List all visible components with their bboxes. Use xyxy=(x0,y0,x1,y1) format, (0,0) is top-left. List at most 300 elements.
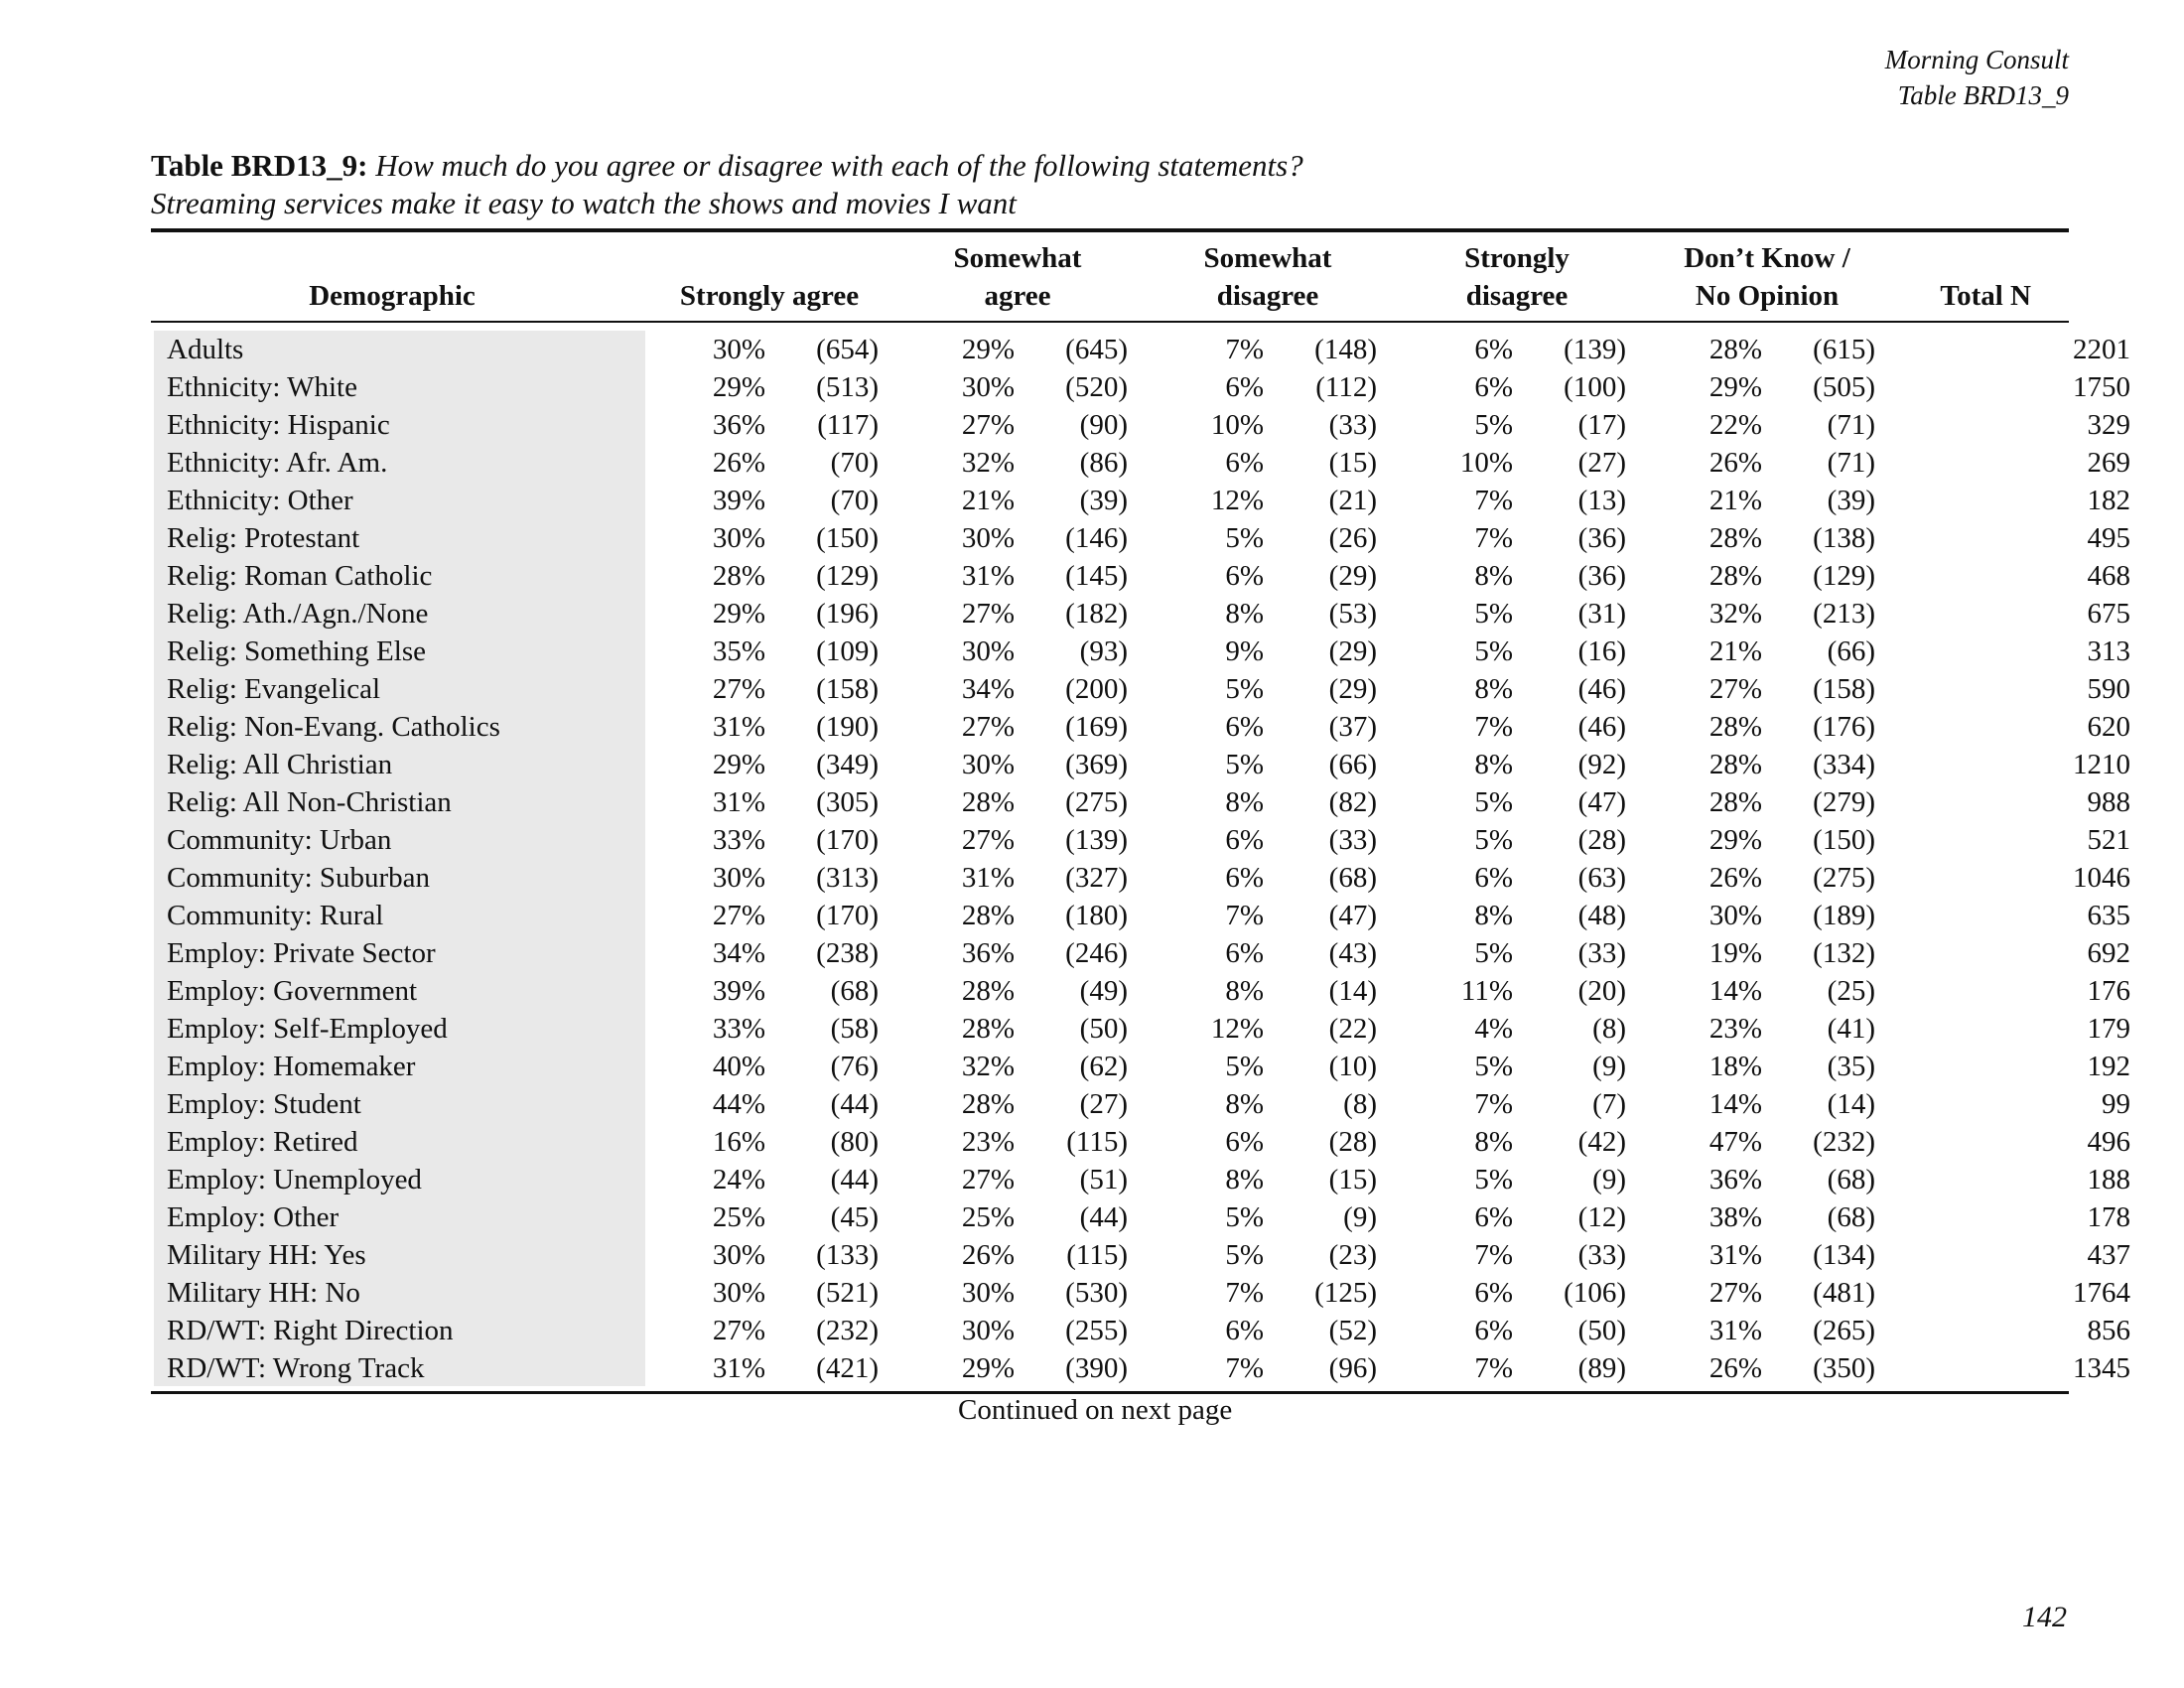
percent-cell: 28% xyxy=(1708,786,1762,818)
count-cell: (29) xyxy=(1328,673,1377,705)
col-somewhat-disagree-line2: disagree xyxy=(1216,280,1319,312)
percent-cell: 23% xyxy=(961,1126,1015,1158)
row-label: Community: Urban xyxy=(167,824,392,856)
percent-cell: 31% xyxy=(712,1352,765,1384)
count-cell: (14) xyxy=(1328,975,1377,1007)
count-cell: (150) xyxy=(1813,824,1875,856)
percent-cell: 27% xyxy=(961,711,1015,743)
count-cell: (530) xyxy=(1065,1277,1128,1309)
percent-cell: 6% xyxy=(1225,824,1264,856)
count-cell: (305) xyxy=(816,786,879,818)
table-row xyxy=(151,783,2168,821)
percent-cell: 34% xyxy=(712,937,765,969)
percent-cell: 30% xyxy=(712,334,765,365)
percent-cell: 14% xyxy=(1708,975,1762,1007)
total-cell: 178 xyxy=(2087,1201,2130,1233)
count-cell: (9) xyxy=(1343,1201,1377,1233)
count-cell: (158) xyxy=(816,673,879,705)
row-label: Community: Suburban xyxy=(167,862,431,894)
percent-cell: 38% xyxy=(1708,1201,1762,1233)
count-cell: (275) xyxy=(1813,862,1875,894)
count-cell: (169) xyxy=(1065,711,1128,743)
table-row xyxy=(151,859,2168,897)
row-label: Relig: Protestant xyxy=(167,522,360,554)
percent-cell: 5% xyxy=(1225,522,1264,554)
total-cell: 176 xyxy=(2087,975,2130,1007)
table-row xyxy=(151,670,2168,708)
count-cell: (42) xyxy=(1577,1126,1626,1158)
count-cell: (90) xyxy=(1079,409,1128,441)
col-strongly-agree: Strongly agree xyxy=(679,280,860,312)
count-cell: (129) xyxy=(1813,560,1875,592)
col-strongly-disagree-line2: disagree xyxy=(1465,280,1569,312)
count-cell: (520) xyxy=(1065,371,1128,403)
count-cell: (15) xyxy=(1328,447,1377,479)
count-cell: (46) xyxy=(1577,711,1626,743)
percent-cell: 5% xyxy=(1474,786,1513,818)
row-label: Relig: Non-Evang. Catholics xyxy=(167,711,500,743)
percent-cell: 7% xyxy=(1474,711,1513,743)
count-cell: (21) xyxy=(1328,485,1377,516)
percent-cell: 5% xyxy=(1225,673,1264,705)
count-cell: (28) xyxy=(1328,1126,1377,1158)
percent-cell: 6% xyxy=(1474,371,1513,403)
percent-cell: 36% xyxy=(712,409,765,441)
percent-cell: 4% xyxy=(1474,1013,1513,1045)
percent-cell: 26% xyxy=(961,1239,1015,1271)
table-row xyxy=(151,821,2168,859)
count-cell: (180) xyxy=(1065,900,1128,931)
percent-cell: 8% xyxy=(1225,786,1264,818)
row-label: Military HH: No xyxy=(167,1277,360,1309)
percent-cell: 8% xyxy=(1225,1164,1264,1196)
count-cell: (43) xyxy=(1328,937,1377,969)
count-cell: (390) xyxy=(1065,1352,1128,1384)
percent-cell: 5% xyxy=(1474,1051,1513,1082)
percent-cell: 8% xyxy=(1225,1088,1264,1120)
count-cell: (112) xyxy=(1315,371,1377,403)
count-cell: (421) xyxy=(816,1352,879,1384)
percent-cell: 5% xyxy=(1225,1239,1264,1271)
count-cell: (49) xyxy=(1079,975,1128,1007)
total-cell: 2201 xyxy=(2073,334,2130,365)
percent-cell: 5% xyxy=(1474,409,1513,441)
count-cell: (33) xyxy=(1577,937,1626,969)
percent-cell: 28% xyxy=(1708,522,1762,554)
percent-cell: 28% xyxy=(961,1013,1015,1045)
col-dont-know-line1: Don’t Know / xyxy=(1684,242,1850,274)
percent-cell: 26% xyxy=(1708,447,1762,479)
percent-cell: 28% xyxy=(961,786,1015,818)
percent-cell: 30% xyxy=(712,522,765,554)
table-row xyxy=(151,1161,2168,1198)
count-cell: (521) xyxy=(816,1277,879,1309)
count-cell: (25) xyxy=(1827,975,1875,1007)
percent-cell: 5% xyxy=(1474,1164,1513,1196)
percent-cell: 29% xyxy=(712,371,765,403)
count-cell: (139) xyxy=(1564,334,1626,365)
table-row xyxy=(151,934,2168,972)
total-cell: 192 xyxy=(2087,1051,2130,1082)
continued-note: Continued on next page xyxy=(958,1394,1233,1426)
percent-cell: 22% xyxy=(1708,409,1762,441)
total-cell: 188 xyxy=(2087,1164,2130,1196)
row-label: Adults xyxy=(167,334,244,365)
count-cell: (150) xyxy=(816,522,879,554)
percent-cell: 30% xyxy=(712,862,765,894)
table-row xyxy=(151,368,2168,406)
count-cell: (29) xyxy=(1328,635,1377,667)
row-label: Employ: Government xyxy=(167,975,418,1007)
count-cell: (334) xyxy=(1813,749,1875,780)
top-rule xyxy=(151,228,2069,232)
table-row xyxy=(151,1010,2168,1048)
count-cell: (20) xyxy=(1577,975,1626,1007)
total-cell: 1345 xyxy=(2073,1352,2130,1384)
count-cell: (44) xyxy=(830,1088,879,1120)
percent-cell: 28% xyxy=(961,975,1015,1007)
row-label: Ethnicity: Afr. Am. xyxy=(167,447,388,479)
count-cell: (41) xyxy=(1827,1013,1875,1045)
percent-cell: 6% xyxy=(1474,1315,1513,1346)
count-cell: (238) xyxy=(816,937,879,969)
percent-cell: 27% xyxy=(961,598,1015,630)
count-cell: (158) xyxy=(1813,673,1875,705)
percent-cell: 12% xyxy=(1210,485,1264,516)
percent-cell: 32% xyxy=(961,447,1015,479)
count-cell: (513) xyxy=(816,371,879,403)
count-cell: (68) xyxy=(1328,862,1377,894)
percent-cell: 7% xyxy=(1474,522,1513,554)
count-cell: (92) xyxy=(1577,749,1626,780)
table-row xyxy=(151,595,2168,633)
count-cell: (109) xyxy=(816,635,879,667)
percent-cell: 21% xyxy=(1708,635,1762,667)
percent-cell: 32% xyxy=(1708,598,1762,630)
percent-cell: 6% xyxy=(1225,862,1264,894)
table-row xyxy=(151,1236,2168,1274)
count-cell: (139) xyxy=(1065,824,1128,856)
count-cell: (44) xyxy=(830,1164,879,1196)
count-cell: (33) xyxy=(1328,824,1377,856)
percent-cell: 28% xyxy=(1708,749,1762,780)
row-label: Community: Rural xyxy=(167,900,384,931)
table-row xyxy=(151,482,2168,519)
percent-cell: 29% xyxy=(712,598,765,630)
count-cell: (14) xyxy=(1827,1088,1875,1120)
percent-cell: 29% xyxy=(961,334,1015,365)
count-cell: (12) xyxy=(1577,1201,1626,1233)
percent-cell: 7% xyxy=(1474,485,1513,516)
percent-cell: 33% xyxy=(712,1013,765,1045)
total-cell: 635 xyxy=(2087,900,2130,931)
count-cell: (645) xyxy=(1065,334,1128,365)
col-strongly-disagree-line1: Strongly xyxy=(1464,242,1570,274)
row-label: RD/WT: Wrong Track xyxy=(167,1352,425,1384)
percent-cell: 28% xyxy=(712,560,765,592)
total-cell: 1046 xyxy=(2073,862,2130,894)
col-somewhat-disagree xyxy=(1154,239,1382,315)
count-cell: (62) xyxy=(1079,1051,1128,1082)
percent-cell: 29% xyxy=(1708,824,1762,856)
row-label: Relig: Evangelical xyxy=(167,673,381,705)
count-cell: (481) xyxy=(1813,1277,1875,1309)
col-somewhat-agree-line2: agree xyxy=(984,280,1051,312)
col-dont-know xyxy=(1653,239,1881,315)
total-cell: 692 xyxy=(2087,937,2130,969)
percent-cell: 6% xyxy=(1474,862,1513,894)
percent-cell: 5% xyxy=(1225,1201,1264,1233)
count-cell: (129) xyxy=(816,560,879,592)
count-cell: (28) xyxy=(1577,824,1626,856)
count-cell: (23) xyxy=(1328,1239,1377,1271)
count-cell: (63) xyxy=(1577,862,1626,894)
col-somewhat-agree xyxy=(903,239,1132,315)
count-cell: (86) xyxy=(1079,447,1128,479)
count-cell: (36) xyxy=(1577,560,1626,592)
page-number: 142 xyxy=(2022,1601,2067,1633)
count-cell: (50) xyxy=(1079,1013,1128,1045)
percent-cell: 30% xyxy=(712,1277,765,1309)
count-cell: (265) xyxy=(1813,1315,1875,1346)
percent-cell: 6% xyxy=(1225,937,1264,969)
percent-cell: 21% xyxy=(961,485,1015,516)
count-cell: (29) xyxy=(1328,560,1377,592)
count-cell: (22) xyxy=(1328,1013,1377,1045)
caption-statement: Streaming services make it easy to watch the shows and movies I want xyxy=(151,186,1017,220)
percent-cell: 8% xyxy=(1474,1126,1513,1158)
count-cell: (51) xyxy=(1079,1164,1128,1196)
count-cell: (138) xyxy=(1813,522,1875,554)
total-cell: 269 xyxy=(2087,447,2130,479)
count-cell: (10) xyxy=(1328,1051,1377,1082)
total-cell: 313 xyxy=(2087,635,2130,667)
row-label: Relig: All Non-Christian xyxy=(167,786,452,818)
col-dont-know-line2: No Opinion xyxy=(1695,280,1840,312)
count-cell: (115) xyxy=(1066,1239,1128,1271)
count-cell: (115) xyxy=(1066,1126,1128,1158)
percent-cell: 11% xyxy=(1460,975,1513,1007)
table-row xyxy=(151,406,2168,444)
count-cell: (117) xyxy=(817,409,879,441)
percent-cell: 28% xyxy=(961,900,1015,931)
count-cell: (26) xyxy=(1328,522,1377,554)
count-cell: (82) xyxy=(1328,786,1377,818)
percent-cell: 44% xyxy=(712,1088,765,1120)
count-cell: (37) xyxy=(1328,711,1377,743)
percent-cell: 25% xyxy=(961,1201,1015,1233)
count-cell: (58) xyxy=(830,1013,879,1045)
count-cell: (232) xyxy=(1813,1126,1875,1158)
count-cell: (93) xyxy=(1079,635,1128,667)
caption-question: How much do you agree or disagree with each of the following statements? xyxy=(375,148,1303,183)
percent-cell: 9% xyxy=(1225,635,1264,667)
row-label: Employ: Self-Employed xyxy=(167,1013,448,1045)
percent-cell: 8% xyxy=(1474,673,1513,705)
row-label: Ethnicity: Other xyxy=(167,485,353,516)
table-body xyxy=(151,331,2168,1387)
count-cell: (33) xyxy=(1577,1239,1626,1271)
count-cell: (232) xyxy=(816,1315,879,1346)
total-cell: 1764 xyxy=(2073,1277,2130,1309)
table-row xyxy=(151,1312,2168,1349)
percent-cell: 6% xyxy=(1474,1277,1513,1309)
percent-cell: 30% xyxy=(1708,900,1762,931)
count-cell: (35) xyxy=(1827,1051,1875,1082)
count-cell: (133) xyxy=(816,1239,879,1271)
row-label: Employ: Retired xyxy=(167,1126,358,1158)
percent-cell: 28% xyxy=(1708,334,1762,365)
row-label: Relig: All Christian xyxy=(167,749,393,780)
percent-cell: 7% xyxy=(1474,1239,1513,1271)
total-cell: 496 xyxy=(2087,1126,2130,1158)
percent-cell: 30% xyxy=(961,522,1015,554)
percent-cell: 29% xyxy=(961,1352,1015,1384)
percent-cell: 16% xyxy=(712,1126,765,1158)
percent-cell: 31% xyxy=(712,711,765,743)
count-cell: (8) xyxy=(1343,1088,1377,1120)
percent-cell: 21% xyxy=(1708,485,1762,516)
table-row xyxy=(151,1274,2168,1312)
row-label: Employ: Unemployed xyxy=(167,1164,422,1196)
col-total-n: Total N xyxy=(1940,280,2031,312)
percent-cell: 27% xyxy=(712,900,765,931)
count-cell: (170) xyxy=(816,900,879,931)
count-cell: (17) xyxy=(1577,409,1626,441)
count-cell: (200) xyxy=(1065,673,1128,705)
count-cell: (48) xyxy=(1577,900,1626,931)
count-cell: (80) xyxy=(830,1126,879,1158)
percent-cell: 7% xyxy=(1225,1277,1264,1309)
count-cell: (279) xyxy=(1813,786,1875,818)
count-cell: (146) xyxy=(1065,522,1128,554)
percent-cell: 5% xyxy=(1225,749,1264,780)
percent-cell: 30% xyxy=(961,749,1015,780)
count-cell: (106) xyxy=(1564,1277,1626,1309)
count-cell: (96) xyxy=(1328,1352,1377,1384)
count-cell: (47) xyxy=(1577,786,1626,818)
results-table xyxy=(151,331,2168,1387)
percent-cell: 8% xyxy=(1225,598,1264,630)
count-cell: (190) xyxy=(816,711,879,743)
percent-cell: 5% xyxy=(1474,824,1513,856)
count-cell: (15) xyxy=(1328,1164,1377,1196)
table-row xyxy=(151,972,2168,1010)
percent-cell: 27% xyxy=(1708,1277,1762,1309)
count-cell: (70) xyxy=(830,485,879,516)
row-label: Employ: Other xyxy=(167,1201,340,1233)
row-label: Relig: Something Else xyxy=(167,635,426,667)
percent-cell: 27% xyxy=(712,673,765,705)
count-cell: (66) xyxy=(1827,635,1875,667)
table-row xyxy=(151,1048,2168,1085)
row-label: Relig: Ath./Agn./None xyxy=(167,598,429,630)
percent-cell: 14% xyxy=(1708,1088,1762,1120)
percent-cell: 25% xyxy=(712,1201,765,1233)
percent-cell: 27% xyxy=(1708,673,1762,705)
total-cell: 182 xyxy=(2087,485,2130,516)
count-cell: (145) xyxy=(1065,560,1128,592)
percent-cell: 18% xyxy=(1708,1051,1762,1082)
total-cell: 437 xyxy=(2087,1239,2130,1271)
percent-cell: 7% xyxy=(1474,1088,1513,1120)
percent-cell: 29% xyxy=(1708,371,1762,403)
percent-cell: 39% xyxy=(712,485,765,516)
count-cell: (327) xyxy=(1065,862,1128,894)
count-cell: (8) xyxy=(1592,1013,1626,1045)
percent-cell: 31% xyxy=(1708,1239,1762,1271)
header-table-id: Table BRD13_9 xyxy=(1897,80,2069,110)
table-row xyxy=(151,444,2168,482)
total-cell: 675 xyxy=(2087,598,2130,630)
total-cell: 179 xyxy=(2087,1013,2130,1045)
count-cell: (52) xyxy=(1328,1315,1377,1346)
count-cell: (71) xyxy=(1827,409,1875,441)
count-cell: (505) xyxy=(1813,371,1875,403)
row-label: RD/WT: Right Direction xyxy=(167,1315,454,1346)
count-cell: (68) xyxy=(1827,1164,1875,1196)
total-cell: 329 xyxy=(2087,409,2130,441)
total-cell: 1210 xyxy=(2073,749,2130,780)
percent-cell: 27% xyxy=(961,1164,1015,1196)
count-cell: (349) xyxy=(816,749,879,780)
percent-cell: 26% xyxy=(1708,1352,1762,1384)
percent-cell: 28% xyxy=(1708,560,1762,592)
percent-cell: 19% xyxy=(1708,937,1762,969)
count-cell: (36) xyxy=(1577,522,1626,554)
percent-cell: 7% xyxy=(1225,334,1264,365)
table-row xyxy=(151,1349,2168,1387)
percent-cell: 29% xyxy=(712,749,765,780)
count-cell: (255) xyxy=(1065,1315,1128,1346)
percent-cell: 7% xyxy=(1474,1352,1513,1384)
count-cell: (350) xyxy=(1813,1352,1875,1384)
count-cell: (39) xyxy=(1827,485,1875,516)
count-cell: (7) xyxy=(1592,1088,1626,1120)
table-row xyxy=(151,1123,2168,1161)
percent-cell: 26% xyxy=(1708,862,1762,894)
percent-cell: 30% xyxy=(712,1239,765,1271)
total-cell: 468 xyxy=(2087,560,2130,592)
percent-cell: 33% xyxy=(712,824,765,856)
percent-cell: 28% xyxy=(961,1088,1015,1120)
count-cell: (176) xyxy=(1813,711,1875,743)
count-cell: (68) xyxy=(1827,1201,1875,1233)
percent-cell: 23% xyxy=(1708,1013,1762,1045)
count-cell: (132) xyxy=(1813,937,1875,969)
count-cell: (275) xyxy=(1065,786,1128,818)
count-cell: (100) xyxy=(1564,371,1626,403)
percent-cell: 6% xyxy=(1225,1315,1264,1346)
percent-cell: 30% xyxy=(961,635,1015,667)
caption-label: Table BRD13_9: xyxy=(151,148,368,183)
count-cell: (71) xyxy=(1827,447,1875,479)
percent-cell: 36% xyxy=(1708,1164,1762,1196)
row-label: Employ: Student xyxy=(167,1088,361,1120)
table-row xyxy=(151,1198,2168,1236)
table-caption xyxy=(151,147,1303,222)
count-cell: (134) xyxy=(1813,1239,1875,1271)
percent-cell: 8% xyxy=(1474,560,1513,592)
percent-cell: 8% xyxy=(1474,749,1513,780)
count-cell: (125) xyxy=(1314,1277,1377,1309)
count-cell: (33) xyxy=(1328,409,1377,441)
percent-cell: 6% xyxy=(1474,334,1513,365)
percent-cell: 6% xyxy=(1474,1201,1513,1233)
running-header xyxy=(1885,42,2069,113)
percent-cell: 30% xyxy=(961,371,1015,403)
percent-cell: 26% xyxy=(712,447,765,479)
